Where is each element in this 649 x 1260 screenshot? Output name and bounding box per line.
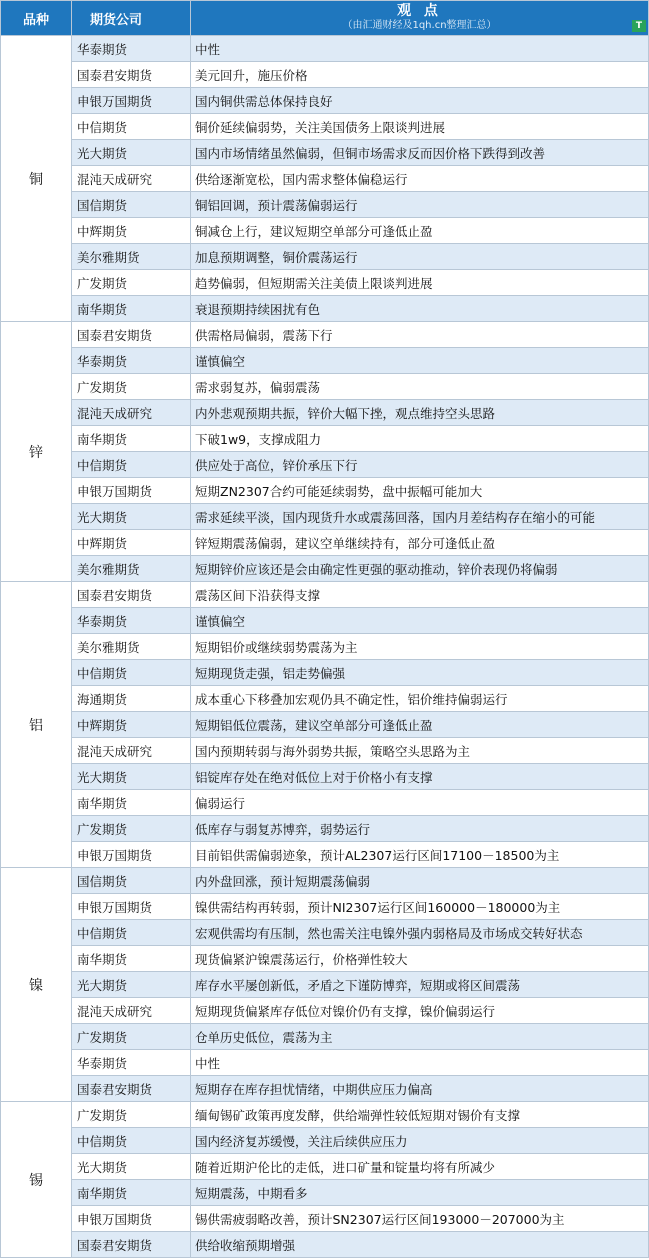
company-cell: 申银万国期货 (72, 842, 191, 868)
company-cell: 国泰君安期货 (72, 1076, 191, 1102)
variety-cell: 镍 (1, 868, 72, 1102)
table-row (1, 530, 649, 556)
company-cell: 申银万国期货 (72, 894, 191, 920)
table-row (1, 920, 649, 946)
view-cell: 国内铜供需总体保持良好 (191, 88, 649, 114)
table-body (1, 36, 649, 1258)
table-row (1, 738, 649, 764)
table-row (1, 972, 649, 998)
table-row (1, 426, 649, 452)
company-cell: 海通期货 (72, 686, 191, 712)
view-cell: 库存水平屡创新低，矛盾之下谨防博弈，短期或将区间震荡 (191, 972, 649, 998)
table-row (1, 374, 649, 400)
table-row (1, 1050, 649, 1076)
company-cell: 华泰期货 (72, 608, 191, 634)
table-row (1, 192, 649, 218)
view-cell: 加息预期调整，铜价震荡运行 (191, 244, 649, 270)
company-cell: 国信期货 (72, 192, 191, 218)
company-cell: 南华期货 (72, 946, 191, 972)
view-cell: 下破1w9，支撑成阻力 (191, 426, 649, 452)
company-cell: 中信期货 (72, 452, 191, 478)
view-cell: 供需格局偏弱，震荡下行 (191, 322, 649, 348)
company-cell: 国信期货 (72, 868, 191, 894)
view-cell: 短期ZN2307合约可能延续弱势，盘中振幅可能加大 (191, 478, 649, 504)
view-title: 观 点 (397, 3, 442, 19)
view-cell: 锌短期震荡偏弱，建议空单继续持有，部分可逢低止盈 (191, 530, 649, 556)
company-cell: 美尔雅期货 (72, 556, 191, 582)
view-cell: 短期铝价或继续弱势震荡为主 (191, 634, 649, 660)
view-cell: 国内经济复苏缓慢，关注后续供应压力 (191, 1128, 649, 1154)
view-cell: 仓单历史低位，震荡为主 (191, 1024, 649, 1050)
table-row (1, 764, 649, 790)
header-row (1, 1, 649, 36)
table-row (1, 1206, 649, 1232)
table-row (1, 140, 649, 166)
view-cell: 铜铝回调，预计震荡偏弱运行 (191, 192, 649, 218)
table-row (1, 608, 649, 634)
table-row (1, 166, 649, 192)
table-row (1, 36, 649, 62)
view-cell: 现货偏紧沪镍震荡运行，价格弹性较大 (191, 946, 649, 972)
company-cell: 中信期货 (72, 114, 191, 140)
table-row (1, 894, 649, 920)
company-cell: 广发期货 (72, 816, 191, 842)
company-cell: 中辉期货 (72, 218, 191, 244)
variety-cell: 铝 (1, 582, 72, 868)
company-cell: 光大期货 (72, 504, 191, 530)
table-row (1, 348, 649, 374)
table-row (1, 88, 649, 114)
table-row (1, 296, 649, 322)
table-row (1, 842, 649, 868)
company-cell: 华泰期货 (72, 1050, 191, 1076)
header-variety: 品种 (1, 1, 72, 36)
table-row (1, 868, 649, 894)
view-cell: 谨慎偏空 (191, 608, 649, 634)
variety-cell: 铜 (1, 36, 72, 322)
company-cell: 申银万国期货 (72, 88, 191, 114)
company-cell: 国泰君安期货 (72, 62, 191, 88)
table-row (1, 504, 649, 530)
view-cell: 偏弱运行 (191, 790, 649, 816)
view-cell: 短期铝低位震荡，建议空单部分可逢低止盈 (191, 712, 649, 738)
view-cell: 短期现货偏紧库存低位对镍价仍有支撑，镍价偏弱运行 (191, 998, 649, 1024)
company-cell: 广发期货 (72, 374, 191, 400)
table-row (1, 244, 649, 270)
view-cell: 铝锭库存处在绝对低位上对于价格小有支撑 (191, 764, 649, 790)
company-cell: 中辉期货 (72, 530, 191, 556)
table-row (1, 1024, 649, 1050)
table-row (1, 686, 649, 712)
company-cell: 美尔雅期货 (72, 244, 191, 270)
table-row (1, 400, 649, 426)
company-cell: 广发期货 (72, 270, 191, 296)
table-row (1, 634, 649, 660)
company-cell: 广发期货 (72, 1024, 191, 1050)
view-cell: 目前铝供需偏弱迹象，预计AL2307运行区间17100－18500为主 (191, 842, 649, 868)
variety-cell: 锡 (1, 1102, 72, 1258)
view-cell: 中性 (191, 36, 649, 62)
table-row (1, 712, 649, 738)
view-cell: 供给逐渐宽松，国内需求整体偏稳运行 (191, 166, 649, 192)
company-cell: 混沌天成研究 (72, 738, 191, 764)
company-cell: 中信期货 (72, 920, 191, 946)
view-cell: 短期锌价应该还是会由确定性更强的驱动推动，锌价表现仍将偏弱 (191, 556, 649, 582)
table-row (1, 478, 649, 504)
table-row (1, 556, 649, 582)
view-cell: 内外悲观预期共振，锌价大幅下挫，观点维持空头思路 (191, 400, 649, 426)
view-cell: 供给收缩预期增强 (191, 1232, 649, 1258)
table-row (1, 452, 649, 478)
view-cell: 短期存在库存担忧情绪，中期供应压力偏高 (191, 1076, 649, 1102)
variety-cell: 锌 (1, 322, 72, 582)
table-row (1, 62, 649, 88)
view-cell: 宏观供需均有压制，然也需关注电镍外强内弱格局及市场成交转好状态 (191, 920, 649, 946)
view-cell: 需求延续平淡，国内现货升水或震荡回落，国内月差结构存在缩小的可能 (191, 504, 649, 530)
table-row (1, 270, 649, 296)
table-row (1, 660, 649, 686)
view-cell: 成本重心下移叠加宏观仍具不确定性，铝价维持偏弱运行 (191, 686, 649, 712)
company-cell: 光大期货 (72, 1154, 191, 1180)
table-row (1, 816, 649, 842)
view-cell: 内外盘回涨，预计短期震荡偏弱 (191, 868, 649, 894)
company-cell: 南华期货 (72, 296, 191, 322)
view-cell: 镍供需结构再转弱，预计NI2307运行区间160000－180000为主 (191, 894, 649, 920)
table-row (1, 1180, 649, 1206)
table-row (1, 1102, 649, 1128)
table-row (1, 998, 649, 1024)
table-row (1, 322, 649, 348)
view-cell: 谨慎偏空 (191, 348, 649, 374)
table-row (1, 1128, 649, 1154)
table-row (1, 1076, 649, 1102)
company-cell: 申银万国期货 (72, 478, 191, 504)
company-cell: 中信期货 (72, 660, 191, 686)
company-cell: 广发期货 (72, 1102, 191, 1128)
header-company: 期货公司 (72, 1, 191, 36)
view-cell: 衰退预期持续困扰有色 (191, 296, 649, 322)
view-cell: 国内预期转弱与海外弱势共振，策略空头思路为主 (191, 738, 649, 764)
view-cell: 供应处于高位，锌价承压下行 (191, 452, 649, 478)
company-cell: 国泰君安期货 (72, 1232, 191, 1258)
view-cell: 短期现货走强，铝走势偏强 (191, 660, 649, 686)
company-cell: 申银万国期货 (72, 1206, 191, 1232)
view-cell: 震荡区间下沿获得支撑 (191, 582, 649, 608)
company-cell: 中信期货 (72, 1128, 191, 1154)
company-cell: 光大期货 (72, 764, 191, 790)
table-row (1, 1232, 649, 1258)
view-cell: 锡供需疲弱略改善，预计SN2307运行区间193000－207000为主 (191, 1206, 649, 1232)
company-cell: 南华期货 (72, 1180, 191, 1206)
view-cell: 中性 (191, 1050, 649, 1076)
company-cell: 国泰君安期货 (72, 582, 191, 608)
company-cell: 混沌天成研究 (72, 998, 191, 1024)
view-cell: 趋势偏弱，但短期需关注美债上限谈判进展 (191, 270, 649, 296)
company-cell: 国泰君安期货 (72, 322, 191, 348)
view-cell: 国内市场情绪虽然偏弱，但铜市场需求反而因价格下跌得到改善 (191, 140, 649, 166)
company-cell: 美尔雅期货 (72, 634, 191, 660)
company-cell: 中辉期货 (72, 712, 191, 738)
table-row (1, 114, 649, 140)
company-cell: 华泰期货 (72, 36, 191, 62)
company-cell: 混沌天成研究 (72, 166, 191, 192)
table-row (1, 1154, 649, 1180)
view-subtitle: （由汇通财经及1qh.cn整理汇总） (342, 20, 497, 31)
company-cell: 混沌天成研究 (72, 400, 191, 426)
table-row (1, 582, 649, 608)
view-cell: 随着近期沪伦比的走低，进口矿量和锭量均将有所减少 (191, 1154, 649, 1180)
company-cell: 南华期货 (72, 426, 191, 452)
sheet-badge-icon: T (632, 20, 646, 32)
view-cell: 美元回升，施压价格 (191, 62, 649, 88)
company-cell: 华泰期货 (72, 348, 191, 374)
company-cell: 光大期货 (72, 972, 191, 998)
table-row (1, 946, 649, 972)
company-cell: 光大期货 (72, 140, 191, 166)
view-cell: 缅甸锡矿政策再度发酵，供给端弹性较低短期对锡价有支撑 (191, 1102, 649, 1128)
view-cell: 需求弱复苏，偏弱震荡 (191, 374, 649, 400)
view-cell: 短期震荡，中期看多 (191, 1180, 649, 1206)
view-cell: 铜价延续偏弱势，关注美国债务上限谈判进展 (191, 114, 649, 140)
company-cell: 南华期货 (72, 790, 191, 816)
view-cell: 铜减仓上行，建议短期空单部分可逢低止盈 (191, 218, 649, 244)
header-view (191, 1, 649, 36)
view-cell: 低库存与弱复苏博弈，弱势运行 (191, 816, 649, 842)
table-row (1, 790, 649, 816)
table-row (1, 218, 649, 244)
